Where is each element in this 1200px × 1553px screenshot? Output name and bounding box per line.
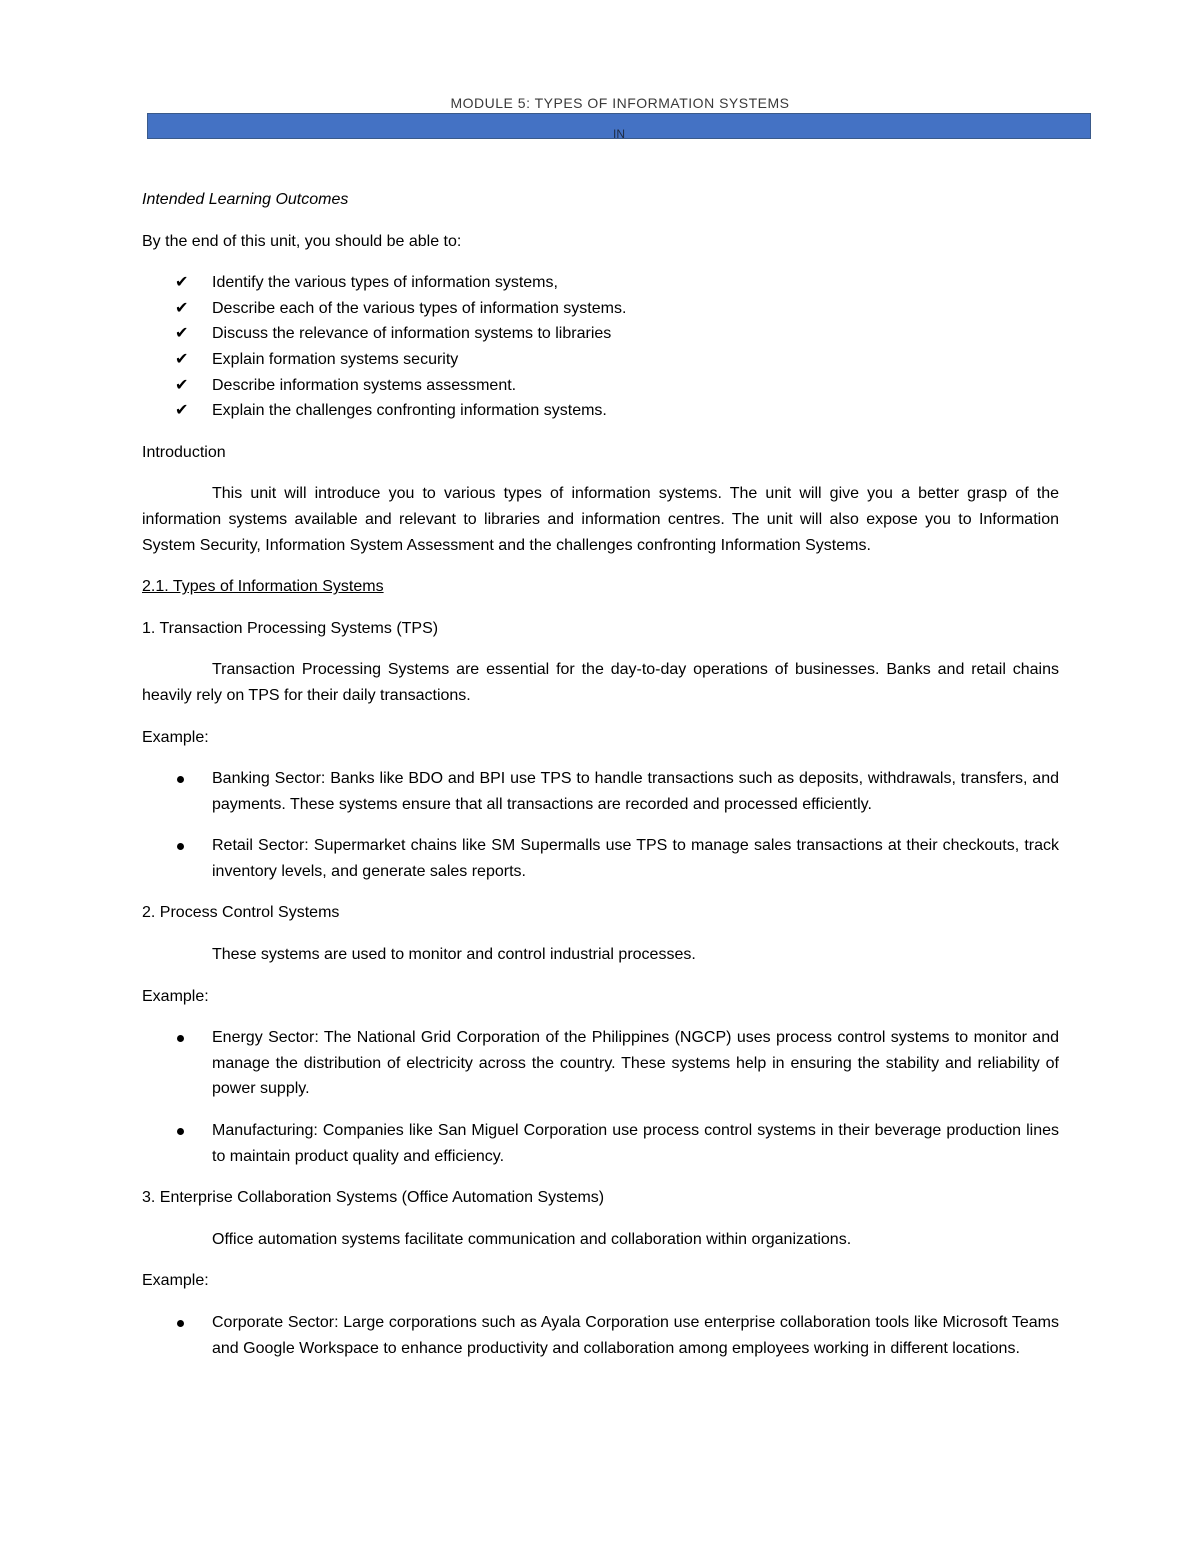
- banner-text: IN: [613, 127, 625, 141]
- example-item: [142, 766, 1059, 817]
- introduction-heading: Introduction: [142, 443, 226, 461]
- example-label: Example:: [142, 987, 209, 1005]
- outcomes-checklist: [142, 270, 1059, 424]
- example-text: Energy Sector: The National Grid Corporation of the Philippines (NGCP) uses process control systems to monitor and manage the distribution of electricity across the country. These systems help in ensuring the stability and reliability of power supply.: [212, 1029, 1059, 1098]
- bullet-icon: [177, 1320, 184, 1327]
- outcome-item: [142, 296, 1059, 322]
- bullet-icon: [177, 1128, 184, 1135]
- outcome-text: Explain formation systems security: [212, 350, 459, 368]
- checkmark-icon: ✔: [175, 299, 189, 317]
- bullet-icon: [177, 1035, 184, 1042]
- checkmark-icon: ✔: [175, 325, 189, 343]
- example-text: Manufacturing: Companies like San Miguel Corporation use process control systems in their beverage production lines to maintain product quality and efficiency.: [212, 1122, 1059, 1165]
- example-item: [142, 1118, 1059, 1169]
- section-heading: 2.1. Types of Information Systems: [142, 578, 384, 596]
- system-description: Office automation systems facilitate communication and collaboration within organizations.: [212, 1230, 852, 1248]
- outcome-item: [142, 373, 1059, 399]
- checkmark-icon: ✔: [175, 350, 189, 368]
- example-text: Banking Sector: Banks like BDO and BPI use TPS to handle transactions such as deposits, withdrawals, transfers, and payments. These systems ensure that all transactions are recorded and processed efficiently.: [212, 770, 1059, 813]
- checkmark-icon: ✔: [175, 376, 189, 394]
- example-label: Example:: [142, 728, 209, 746]
- document-body: [142, 187, 1059, 1377]
- example-item: [142, 833, 1059, 884]
- example-item: [142, 1025, 1059, 1102]
- introduction-body: This unit will introduce you to various types of information systems. The unit will give you a better grasp of the information systems available and relevant to libraries and information centres. The unit will also expose you to Information System Security, Information System Assessment and the challenges confronting Information Systems.: [142, 485, 1059, 554]
- outcome-text: Identify the various types of information systems,: [212, 274, 558, 292]
- outcome-text: Describe information systems assessment.: [212, 376, 517, 394]
- outcome-text: Discuss the relevance of information systems to libraries: [212, 325, 612, 343]
- system-description: These systems are used to monitor and control industrial processes.: [212, 946, 696, 964]
- example-label: Example:: [142, 1272, 209, 1290]
- example-item: [142, 1310, 1059, 1361]
- outcome-text: Describe each of the various types of information systems.: [212, 299, 627, 317]
- outcome-item: [142, 321, 1059, 347]
- bullet-icon: [177, 776, 184, 783]
- system-title: 3. Enterprise Collaboration Systems (Office Automation Systems): [142, 1189, 605, 1207]
- example-text: Retail Sector: Supermarket chains like SM Supermalls use TPS to manage sales transactions at their checkouts, track inventory levels, and generate sales reports.: [212, 837, 1059, 880]
- outcomes-lead: By the end of this unit, you should be able to:: [142, 232, 462, 250]
- checkmark-icon: ✔: [175, 402, 189, 420]
- system-title: 1. Transaction Processing Systems (TPS): [142, 619, 439, 637]
- module-title: MODULE 5: TYPES OF INFORMATION SYSTEMS: [450, 95, 790, 111]
- example-text: Corporate Sector: Large corporations such as Ayala Corporation use enterprise collaboration tools like Microsoft Teams and Google Workspace to enhance productivity and collaboration among employees working in different locations.: [212, 1314, 1059, 1357]
- example-list: [142, 1310, 1059, 1361]
- title-banner: [147, 113, 1091, 139]
- outcome-text: Explain the challenges confronting information systems.: [212, 402, 607, 420]
- outcome-item: [142, 270, 1059, 296]
- outcome-item: [142, 398, 1059, 424]
- checkmark-icon: ✔: [175, 274, 189, 292]
- bullet-icon: [177, 843, 184, 850]
- example-list: [142, 1025, 1059, 1169]
- system-description: Transaction Processing Systems are essential for the day-to-day operations of businesses. Banks and retail chains heavily rely on TPS for their daily transactions.: [142, 661, 1059, 704]
- outcomes-heading: Intended Learning Outcomes: [142, 191, 349, 208]
- outcome-item: [142, 347, 1059, 373]
- system-title: 2. Process Control Systems: [142, 904, 340, 922]
- example-list: [142, 766, 1059, 884]
